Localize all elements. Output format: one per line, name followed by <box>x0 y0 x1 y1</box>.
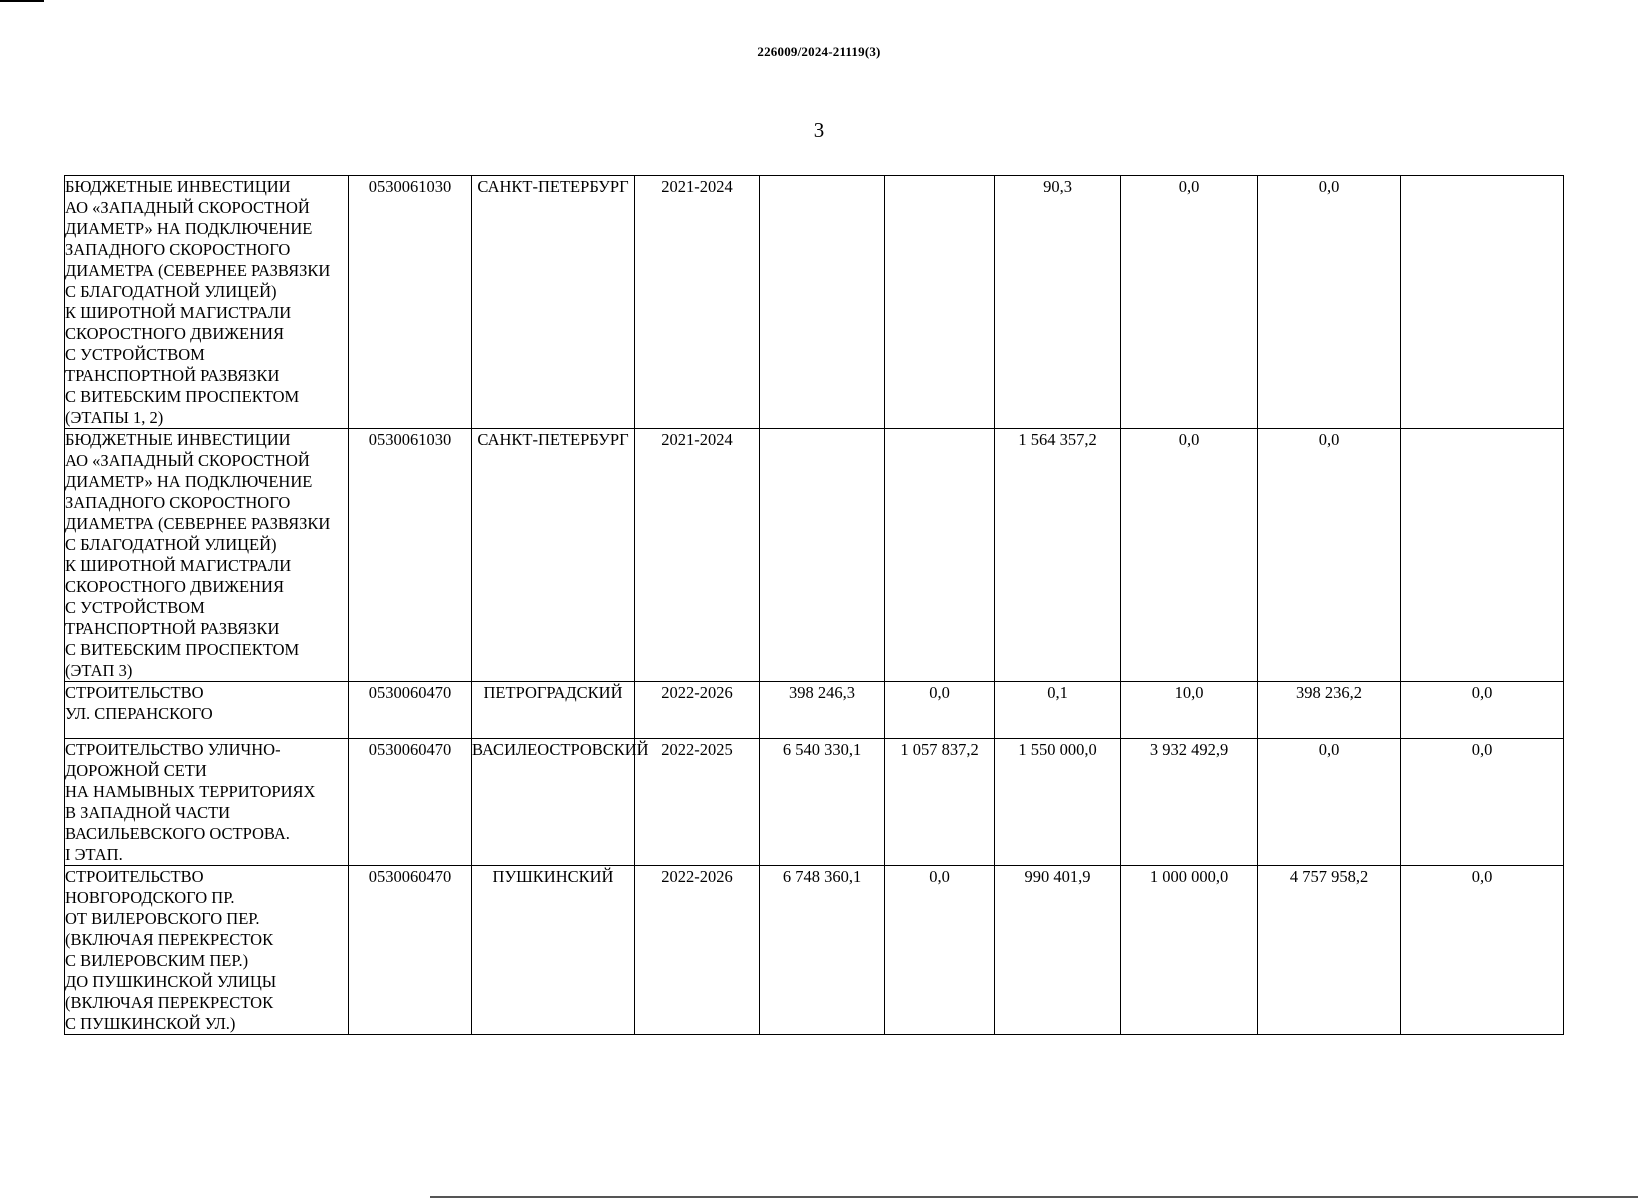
value-cell-5: 4 757 958,2 <box>1258 866 1401 1035</box>
value-cell-6: 0,0 <box>1401 866 1564 1035</box>
district-cell: САНКТ-ПЕТЕРБУРГ <box>472 176 635 429</box>
table-row <box>65 739 1564 866</box>
value-cell-4: 3 932 492,9 <box>1121 739 1258 866</box>
value-cell-3: 1 550 000,0 <box>995 739 1121 866</box>
target-code-cell: 0530061030 <box>349 176 472 429</box>
object-name-cell: БЮДЖЕТНЫЕ ИНВЕСТИЦИИ АО «ЗАПАДНЫЙ СКОРОСТНОЙ ДИАМЕТР» НА ПОДКЛЮЧЕНИЕ ЗАПАДНОГО СКОРОСТНОГО ДИАМЕТРА (СЕВЕРНЕЕ РАЗВЯЗКИ С БЛАГОДАТНОЙ УЛИЦЕЙ) К ШИРОТНОЙ МАГИСТРАЛИ СКОРОСТНОГО ДВИЖЕНИЯ С УСТРОЙСТВОМ ТРАНСПОРТНОЙ РАЗВЯЗКИ С ВИТЕБСКИМ ПРОСПЕКТОМ (ЭТАП 3) <box>65 429 349 682</box>
value-cell-6: 0,0 <box>1401 739 1564 866</box>
target-code-cell: 0530060470 <box>349 682 472 739</box>
object-name-cell: СТРОИТЕЛЬСТВО УЛИЧНО- ДОРОЖНОЙ СЕТИ НА НАМЫВНЫХ ТЕРРИТОРИЯХ В ЗАПАДНОЙ ЧАСТИ ВАСИЛЬЕВСКОГО ОСТРОВА. I ЭТАП. <box>65 739 349 866</box>
value-cell-6 <box>1401 176 1564 429</box>
value-cell-1 <box>760 429 885 682</box>
value-cell-5: 0,0 <box>1258 739 1401 866</box>
value-cell-2 <box>885 429 995 682</box>
document-number: 226009/2024-21119(3) <box>757 44 881 59</box>
target-code-cell: 0530061030 <box>349 429 472 682</box>
value-cell-1: 398 246,3 <box>760 682 885 739</box>
value-cell-2 <box>885 176 995 429</box>
target-code-cell: 0530060470 <box>349 866 472 1035</box>
object-name-cell: СТРОИТЕЛЬСТВО УЛ. СПЕРАНСКОГО <box>65 682 349 739</box>
table-row <box>65 176 1564 429</box>
value-cell-6 <box>1401 429 1564 682</box>
value-cell-5: 0,0 <box>1258 429 1401 682</box>
value-cell-3: 90,3 <box>995 176 1121 429</box>
value-cell-1: 6 540 330,1 <box>760 739 885 866</box>
district-cell: ПУШКИНСКИЙ <box>472 866 635 1035</box>
value-cell-5: 0,0 <box>1258 176 1401 429</box>
period-cell: 2022-2025 <box>635 739 760 866</box>
value-cell-2: 0,0 <box>885 866 995 1035</box>
table-row <box>65 682 1564 739</box>
value-cell-3: 1 564 357,2 <box>995 429 1121 682</box>
value-cell-1 <box>760 176 885 429</box>
scan-corner-mark <box>0 0 44 2</box>
period-cell: 2021-2024 <box>635 429 760 682</box>
object-name-cell: БЮДЖЕТНЫЕ ИНВЕСТИЦИИ АО «ЗАПАДНЫЙ СКОРОСТНОЙ ДИАМЕТР» НА ПОДКЛЮЧЕНИЕ ЗАПАДНОГО СКОРОСТНОГО ДИАМЕТРА (СЕВЕРНЕЕ РАЗВЯЗКИ С БЛАГОДАТНОЙ УЛИЦЕЙ) К ШИРОТНОЙ МАГИСТРАЛИ СКОРОСТНОГО ДВИЖЕНИЯ С УСТРОЙСТВОМ ТРАНСПОРТНОЙ РАЗВЯЗКИ С ВИТЕБСКИМ ПРОСПЕКТОМ (ЭТАПЫ 1, 2) <box>65 176 349 429</box>
district-cell: ВАСИЛЕОСТРОВСКИЙ <box>472 739 635 866</box>
value-cell-3: 0,1 <box>995 682 1121 739</box>
value-cell-6: 0,0 <box>1401 682 1564 739</box>
value-cell-2: 1 057 837,2 <box>885 739 995 866</box>
value-cell-3: 990 401,9 <box>995 866 1121 1035</box>
value-cell-2: 0,0 <box>885 682 995 739</box>
period-cell: 2021-2024 <box>635 176 760 429</box>
value-cell-4: 1 000 000,0 <box>1121 866 1258 1035</box>
bottom-scan-rule <box>430 1196 1638 1198</box>
district-cell: САНКТ-ПЕТЕРБУРГ <box>472 429 635 682</box>
value-cell-4: 0,0 <box>1121 176 1258 429</box>
target-code-cell: 0530060470 <box>349 739 472 866</box>
object-name-cell: СТРОИТЕЛЬСТВО НОВГОРОДСКОГО ПР. ОТ ВИЛЕРОВСКОГО ПЕР. (ВКЛЮЧАЯ ПЕРЕКРЕСТОК С ВИЛЕРОВСКИМ ПЕР.) ДО ПУШКИНСКОЙ УЛИЦЫ (ВКЛЮЧАЯ ПЕРЕКРЕСТОК С ПУШКИНСКОЙ УЛ.) <box>65 866 349 1035</box>
period-cell: 2022-2026 <box>635 682 760 739</box>
page-number: 3 <box>813 118 825 142</box>
value-cell-4: 0,0 <box>1121 429 1258 682</box>
district-cell: ПЕТРОГРАДСКИЙ <box>472 682 635 739</box>
value-cell-5: 398 236,2 <box>1258 682 1401 739</box>
table-row <box>65 866 1564 1035</box>
table-row <box>65 429 1564 682</box>
value-cell-1: 6 748 360,1 <box>760 866 885 1035</box>
budget-investments-table <box>64 175 1564 1035</box>
period-cell: 2022-2026 <box>635 866 760 1035</box>
value-cell-4: 10,0 <box>1121 682 1258 739</box>
